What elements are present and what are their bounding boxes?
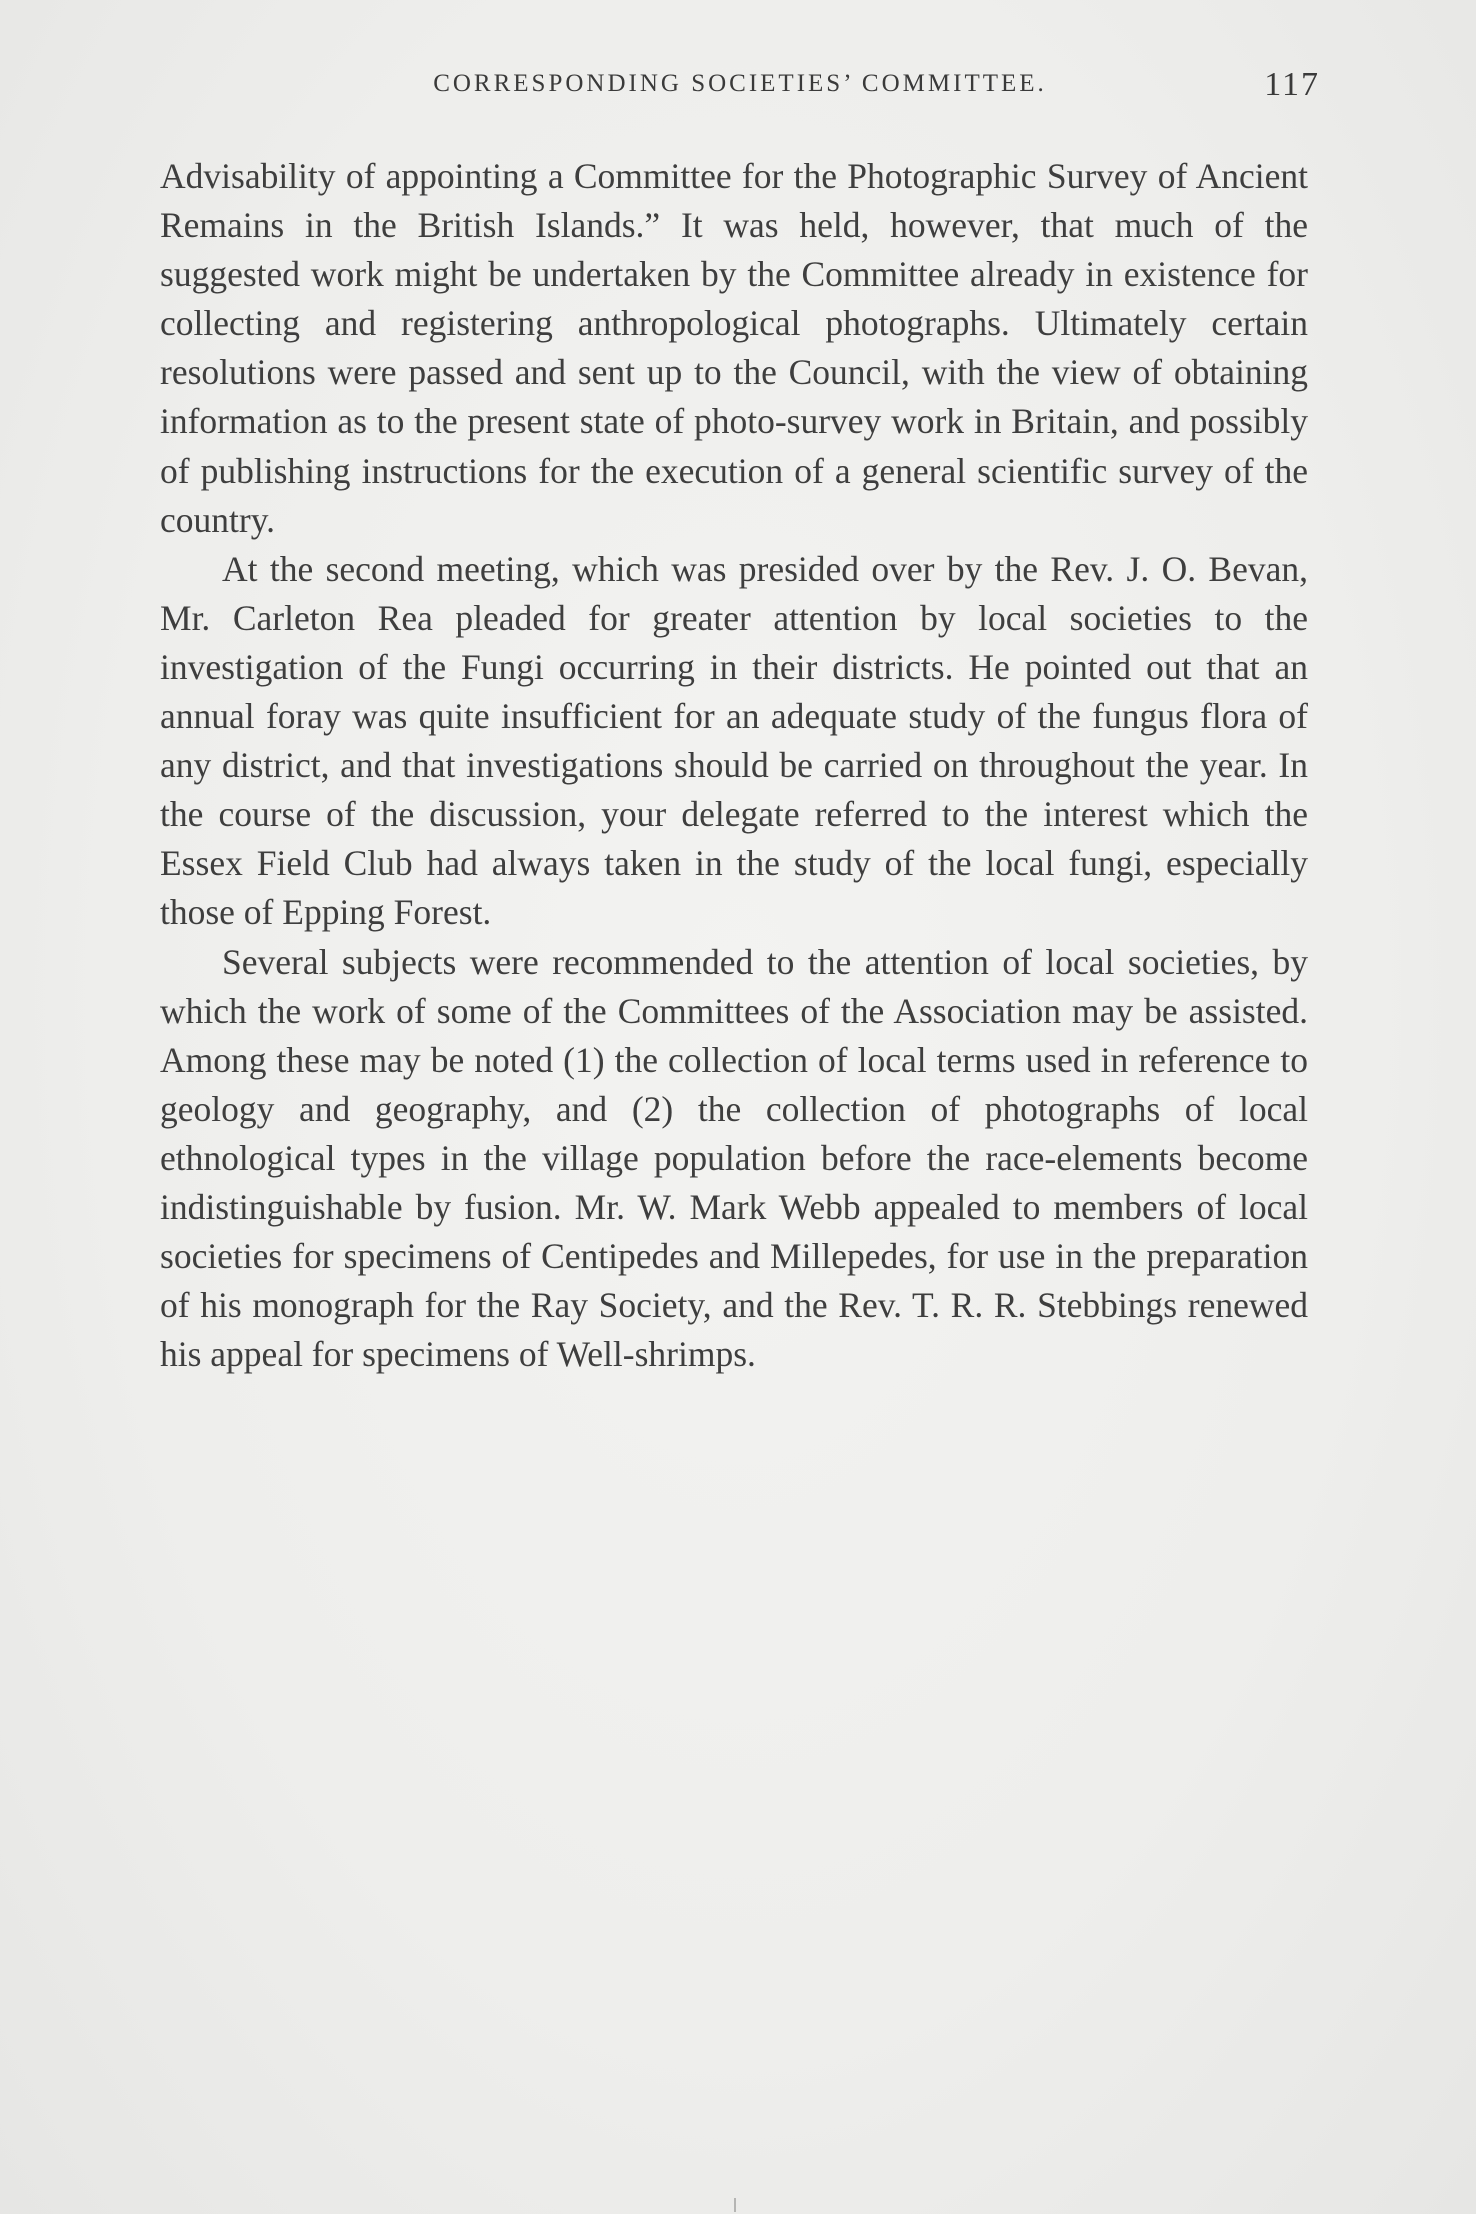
running-title: CORRESPONDING SOCIETIES’ COMMITTEE. <box>433 70 1047 97</box>
running-head <box>160 66 1320 120</box>
paragraph-2: At the second meeting, which was presided over by the Rev. J. O. Bevan, Mr. Carleton Rea pleaded for greater attention by local societies to the investigation of the Fungi occurring in their districts. He pointed out that an annual foray was quite insufficient for an adequate study of the fungus flora of any district, and that investigations should be carried on throughout the year. In the course of the discussion, your delegate referred to the interest which the Essex Field Club had always taken in the study of the local fungi, especially those of Epping Forest. <box>160 548 1308 933</box>
paragraph-1: Advisability of appointing a Committee for the Photographic Survey of Ancient Remains in the British Islands.” It was held, however, that much of the suggested work might be undertaken by the Committee already in existence for collecting and registering anthropological photographs. Ultimately certain resolutions were passed and sent up to the Council, with the view of obtaining information as to the present state of photo-survey work in Britain, and possibly of publishing instructions for the execution of a general scientific survey of the country. <box>160 156 1308 540</box>
paragraph-3: Several subjects were recommended to the attention of local societies, by which the work of some of the Committees of the Association may be assisted. Among these may be noted (1) the collection of local terms used in reference to geology and geography, and (2) the collection of photographs of local ethnological types in the village population before the race-elements become indistinguishable by fusion. Mr. W. Mark Webb appealed to members of local societies for specimens of Centipedes and Millepedes, for use in the preparation of his monograph for the Ray Society, and the Rev. T. R. R. Stebbings renewed his appeal for specimens of Well-shrimps. <box>160 941 1308 1375</box>
page-number: 117 <box>1264 66 1320 103</box>
paper-speck <box>734 2198 736 2212</box>
body-text <box>160 152 1308 1379</box>
